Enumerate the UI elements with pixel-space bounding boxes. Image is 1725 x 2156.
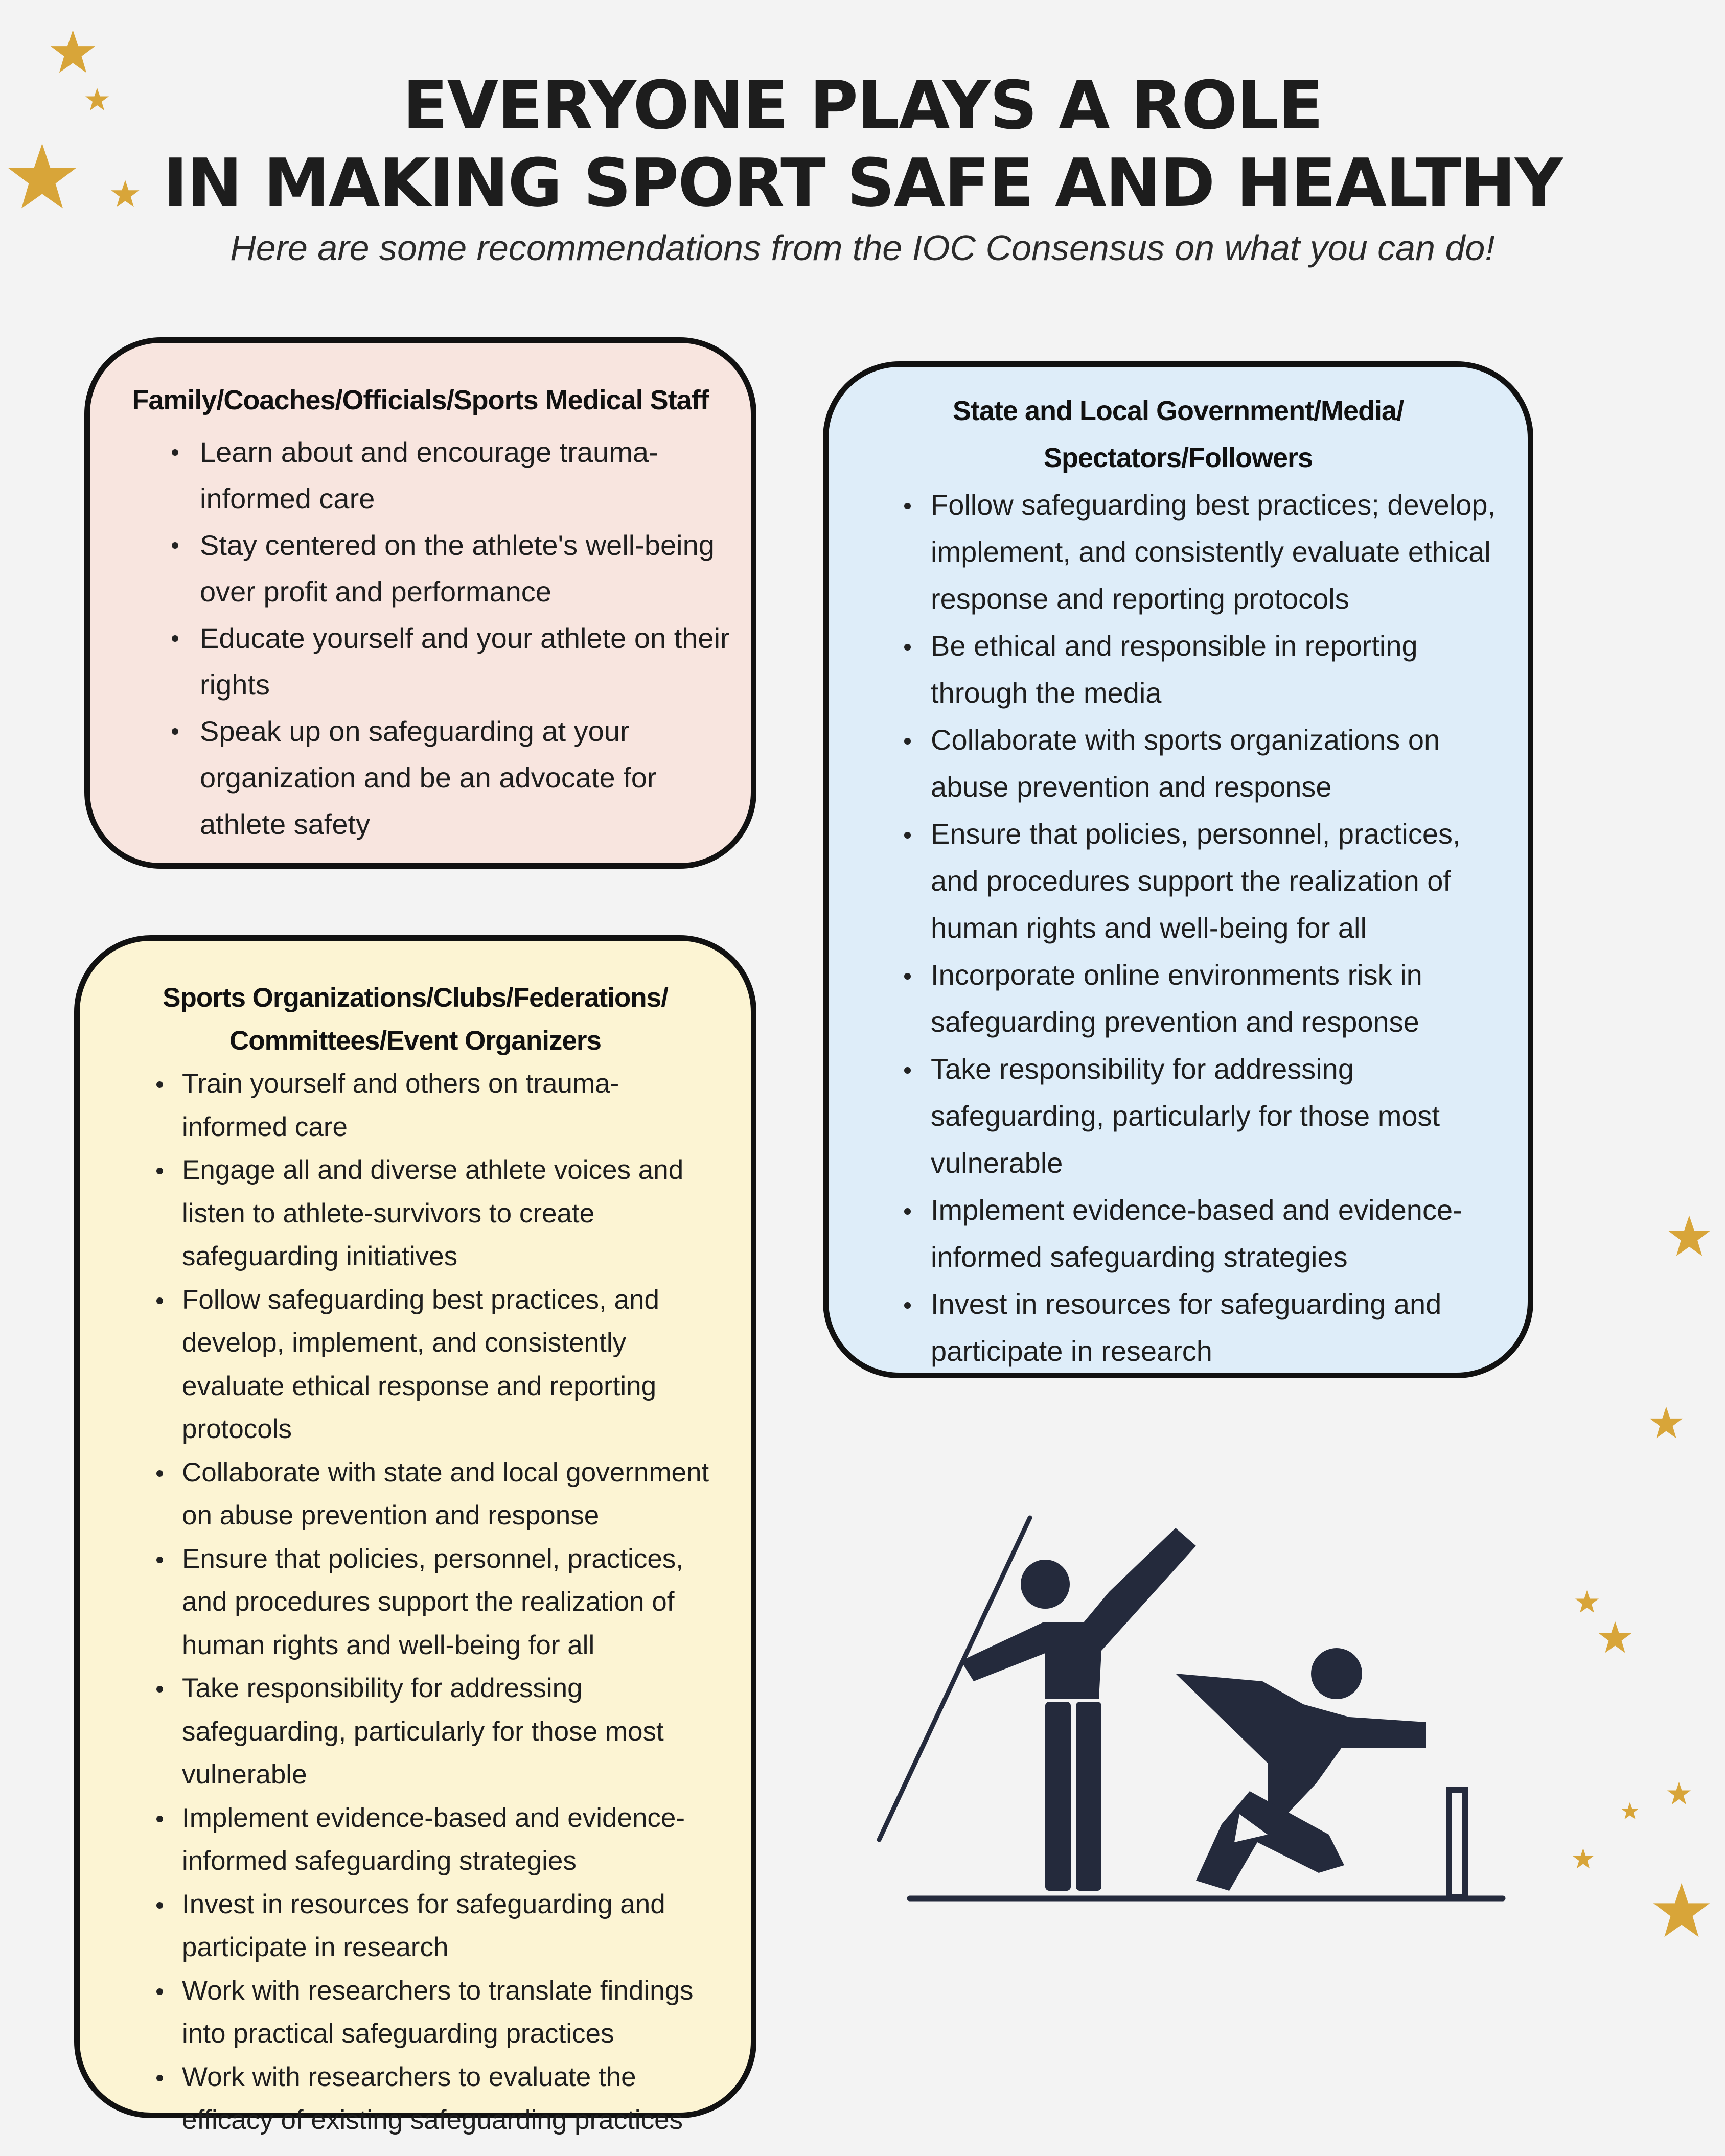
list-item: Incorporate online environments risk in safeguarding prevention and response <box>931 952 1508 1046</box>
list-item: Learn about and encourage trauma-informed care <box>200 429 742 522</box>
star-icon <box>49 28 97 77</box>
title-line-2: IN MAKING SPORT SAFE AND HEALTHY <box>163 144 1562 222</box>
list-item: Train yourself and others on trauma-informed care <box>182 1062 724 1149</box>
star-icon <box>1651 1881 1712 1942</box>
list-item: Invest in resources for safeguarding and participate in research <box>182 1883 724 1969</box>
list-item: Speak up on safeguarding at your organization and be an advocate for athlete safety <box>200 708 742 847</box>
government-card-list <box>931 481 1508 1375</box>
list-item: Educate yourself and your athlete on their rights <box>200 615 742 708</box>
list-item: Ensure that policies, personnel, practices, and procedures support the realization of human rights and well-being for all <box>931 810 1508 952</box>
organizations-heading-line-1: Sports Organizations/Clubs/Federations/ <box>163 983 668 1013</box>
sports-organizations-card <box>74 935 756 2135</box>
list-item: Ensure that policies, personnel, practices, and procedures support the realization of human rights and well-being for all <box>182 1538 724 1667</box>
star-icon <box>1572 1847 1595 1870</box>
star-icon <box>84 87 110 112</box>
list-item: Take responsibility for addressing safeguarding, particularly for those most vulnerable <box>931 1046 1508 1187</box>
star-icon <box>1666 1214 1712 1260</box>
family-card-heading: Family/Coaches/Officials/Sports Medical Staff <box>132 385 709 415</box>
list-item: Collaborate with state and local government on abuse prevention and response <box>182 1451 724 1538</box>
list-item: Engage all and diverse athlete voices and listen to athlete-survivors to create safeguarding initiatives <box>182 1149 724 1279</box>
list-item: Follow safeguarding best practices; develop, implement, and consistently evaluate ethical response and reporting protocols <box>931 481 1508 622</box>
list-item: Work with researchers to translate findings into practical safeguarding practices <box>182 1969 724 2056</box>
government-media-card <box>823 361 1533 1378</box>
list-item: Implement evidence-based and evidence-informed safeguarding strategies <box>182 1797 724 1883</box>
title-line-1: EVERYONE PLAYS A ROLE <box>402 66 1323 144</box>
page-subtitle: Here are some recommendations from the IOC Consensus on what you can do! <box>230 228 1495 268</box>
family-card-list <box>200 429 742 847</box>
list-item: Implement evidence-based and evidence-informed safeguarding strategies <box>931 1187 1508 1281</box>
list-item: Collaborate with sports organizations on abuse prevention and response <box>931 716 1508 810</box>
family-coaches-card <box>84 337 756 869</box>
organizations-card-heading <box>80 977 751 1062</box>
list-item: Take responsibility for addressing safeguarding, particularly for those most vulnerable <box>182 1667 724 1797</box>
list-item: Work with researchers to evaluate the efficacy of existing safeguarding practices <box>182 2056 724 2142</box>
organizations-card-list <box>182 1062 724 2142</box>
list-item: Be ethical and responsible in reporting through the media <box>931 622 1508 716</box>
star-icon <box>1597 1620 1633 1656</box>
star-icon <box>110 179 141 210</box>
star-icon <box>1648 1405 1684 1441</box>
star-icon <box>1666 1781 1692 1806</box>
list-item: Stay centered on the athlete's well-being over profit and performance <box>200 522 742 615</box>
page-title <box>0 66 1725 222</box>
list-item: Invest in resources for safeguarding and participate in research <box>931 1281 1508 1375</box>
government-card-heading <box>829 387 1528 481</box>
government-heading-line-1: State and Local Government/Media/ <box>952 396 1404 426</box>
star-icon <box>5 141 79 215</box>
star-icon <box>1574 1589 1600 1615</box>
athletes-icon <box>869 1508 1533 1927</box>
list-item: Follow safeguarding best practices, and develop, implement, and consistently evaluate ethical response and reporting protocols <box>182 1279 724 1451</box>
government-heading-line-2: Spectators/Followers <box>1043 443 1313 473</box>
star-icon <box>1620 1801 1640 1821</box>
organizations-heading-line-2: Committees/Event Organizers <box>229 1026 601 1056</box>
